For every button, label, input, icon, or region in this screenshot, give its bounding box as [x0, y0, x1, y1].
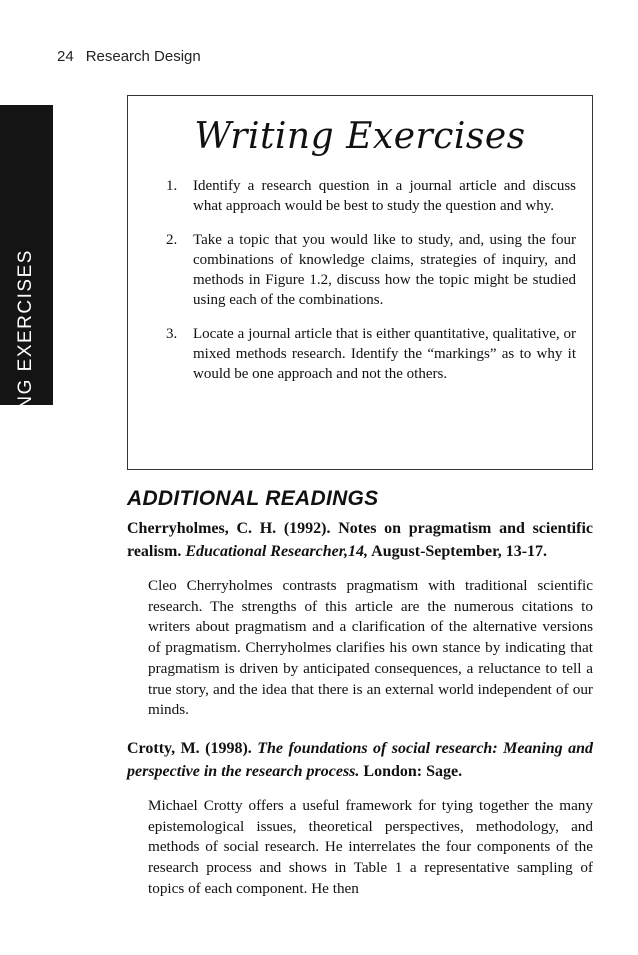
exercise-item	[166, 230, 576, 310]
exercise-text: Locate a journal article that is either quantitative, qualitative, or mixed methods research. Identify the “markings” as to why it would be one approach and not the others.	[193, 326, 576, 382]
citation-publisher: London: Sage.	[363, 763, 463, 780]
reading-annotation: Cleo Cherryholmes contrasts pragmatism with traditional scientific research. The strengths of this article are the numerous citations to writers about pragmatism and a clarification of the alternative versions of pragmatism. Cherryholmes clarifies his own stance by indicating that pragmatism is driven by anticipated consequences, a reluctance to tell a true story, and the idea that there is an external world independent of our minds.	[148, 577, 593, 719]
running-title: Research Design	[85, 48, 201, 65]
reading-citation	[127, 517, 593, 563]
writing-exercises-box	[127, 95, 593, 470]
page-number: 24	[57, 48, 74, 65]
exercise-number: 1.	[166, 178, 178, 194]
side-tab-label: WRITING EXERCISES	[15, 249, 36, 471]
citation-pages: August-September, 13-17.	[371, 543, 548, 560]
exercise-number: 3.	[166, 326, 178, 342]
exercise-item	[166, 324, 576, 384]
citation-book-title: The foundations of social research: Meaning and perspective in the research process.	[127, 740, 594, 780]
reading-annotation: Michael Crotty offers a useful framework for tying together the many epistemological issues, theoretical perspectives, methodology, and methods of social research. He interrelates the four components of the research process and shows in Table 1 a representative sampling of topics of each component. He then	[148, 797, 593, 897]
citation-author-year: Crotty, M. (1998).	[127, 740, 252, 757]
reading-citation	[127, 737, 593, 783]
exercises-title: Writing Exercises	[194, 116, 526, 157]
exercise-number: 2.	[166, 232, 178, 248]
section-side-tab	[0, 105, 53, 471]
citation-journal: Educational Researcher,14,	[185, 543, 369, 560]
reading-entry	[127, 517, 593, 721]
reading-entry	[127, 737, 593, 900]
exercise-text: Take a topic that you would like to study, and, using the four combinations of knowledge claims, strategies of inquiry, and methods in Figure 1.2, discuss how the topic might be studied using each of the combinations.	[193, 232, 576, 308]
additional-readings-heading: ADDITIONAL READINGS	[127, 487, 379, 510]
citation-author-title: Cherryholmes, C. H. (1992). Notes on pragmatism and scientific realism.	[127, 520, 593, 560]
exercise-text: Identify a research question in a journal article and discuss what approach would be best to study the question and why.	[193, 178, 576, 214]
exercise-list	[166, 176, 576, 398]
running-header	[57, 48, 201, 65]
exercise-item	[166, 176, 576, 216]
